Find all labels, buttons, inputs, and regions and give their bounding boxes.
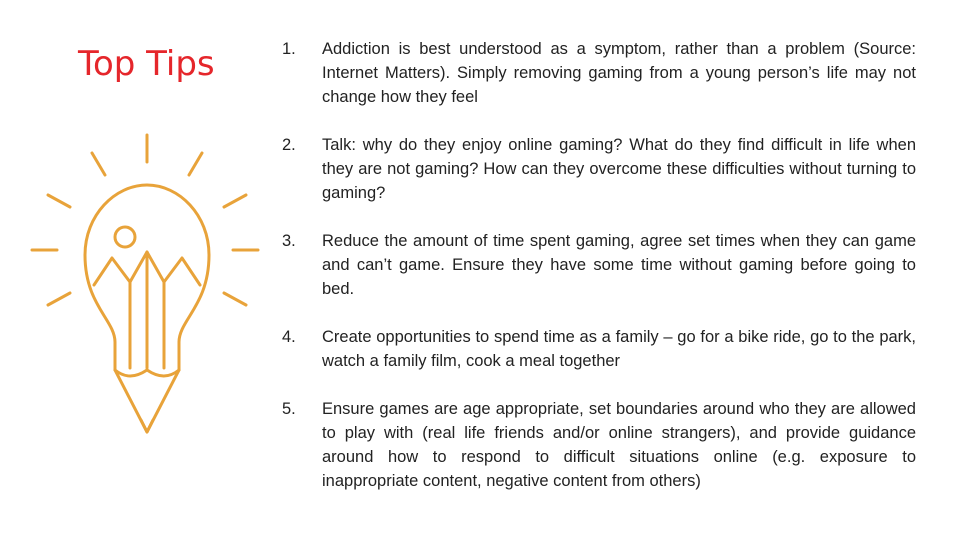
- list-item: [282, 397, 916, 493]
- list-item: [282, 229, 916, 301]
- tip-number: 2.: [282, 136, 296, 154]
- tip-number: 1.: [282, 40, 296, 58]
- list-item: [282, 133, 916, 205]
- page-title: Top Tips: [78, 44, 215, 84]
- lightbulb-pencil-icon: [30, 120, 260, 450]
- tip-text: Create opportunities to spend time as a family – go for a bike ride, go to the park, watch a family film, cook a meal together: [322, 328, 916, 370]
- list-item: [282, 37, 916, 109]
- tip-text: Reduce the amount of time spent gaming, agree set times when they can game and can’t game. Ensure they have some time without gaming before going to bed.: [322, 232, 916, 298]
- tip-text: Addiction is best understood as a symptom, rather than a problem (Source: Internet Matters). Simply removing gaming from a young person’s life may not change how they feel: [322, 40, 916, 106]
- list-item: [282, 325, 916, 373]
- tip-text: Talk: why do they enjoy online gaming? What do they find difficult in life when they are not gaming? How can they overcome these difficulties without turning to gaming?: [322, 136, 916, 202]
- tip-number: 5.: [282, 400, 296, 418]
- tip-number: 3.: [282, 232, 296, 250]
- tip-number: 4.: [282, 328, 296, 346]
- tips-list: [282, 37, 916, 517]
- tip-text: Ensure games are age appropriate, set boundaries around who they are allowed to play with (real life friends and/or online strangers), and provide guidance around how to respond to difficult situations online (e.g. exposure to inappropriate content, negative content from others): [322, 400, 916, 490]
